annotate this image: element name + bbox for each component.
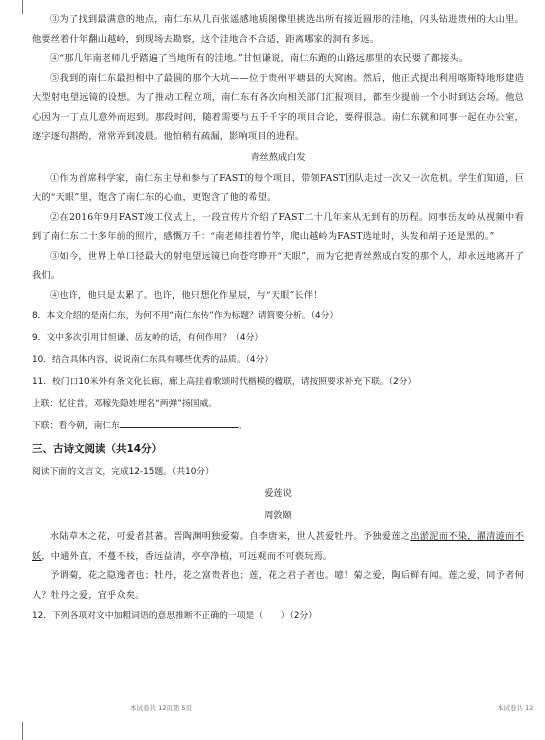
classical-paragraph-2: 予谓菊，花之隐逸者也；牡丹，花之富贵者也；莲，花之君子者也。噫！菊之爱，陶后鲜有闻。莲之爱，同予者何人？牡丹之爱，宜乎众矣。: [32, 570, 524, 601]
question-10: 10．结合具体内容，说说南仁东具有哪些优秀的品质。（4分）: [32, 355, 274, 365]
page-content: [32, 10, 524, 627]
passage-paragraph-7: ②在2016年9月FAST竣工仪式上，一段宣传片介绍了FAST二十几年来从无到有的历程。同事岳友岭从视频中看到了南仁东二十多年前的照片，感慨万千：“南老师挂着竹竿，爬山越岭为FAST选址时，头发和胡子还是黑的。”: [32, 211, 524, 242]
passage-paragraph-8: ③如今，世界上单口径最大的射电望远镜已向苍穹睁开“天眼”，而为它把青丝熬成白发的那个人，却永远地离开了我们。: [32, 250, 524, 281]
essay-author: 周敦颐: [264, 510, 292, 521]
footer-page-info-right: 本试卷共 12: [497, 704, 534, 712]
underlined-phrase: 出淤泥而不染，濯清涟而不妖: [32, 531, 524, 562]
crop-mark-top: [22, 0, 23, 14]
classical-paragraph-1: [32, 527, 524, 566]
passage-subheading: 青丝熬成白发: [250, 151, 306, 163]
section-3-instruction: 阅读下面的文言文，完成12-15题。（共10分）: [32, 467, 214, 477]
essay-title: 爱莲说: [264, 488, 292, 499]
passage-paragraph-5: ⑤我到的南仁东最担相中了最圆的那个大坑——位于贵州平塘县的大窝凼。然后，他正式提出利用喀斯特地形建造大型射电望远镜的设想。为了推动工程立项，南仁东有各次向相关部门汇报项目，都至少提前一个小时到达会场。他总心因为一丁点儿意外而迟到。那段时间，随着需要与五千千字的项目合论，要得很急。南仁东就和同事一起在办公室，逐字逐句斟酌，常常弄到凌晨。他怕稍有疏漏，影响项目的进程。: [32, 72, 524, 142]
question-12: 12．下列各项对文中加粗词语的意思推断不正确的一项是（ ）（2分）: [32, 611, 318, 621]
footer-page-info: 本试卷共 12页第 5页: [130, 704, 193, 712]
upper-couplet: 上联：忆往昔，邓稼先隐姓埋名“两弹”扬国威。: [32, 399, 218, 409]
question-9: 9．文中多次引用甘恒谦、岳友岭的话，有何作用？（4分）: [32, 333, 264, 343]
lower-couplet-suffix: 。: [237, 421, 247, 431]
crop-mark-bottom: [22, 722, 23, 740]
lower-couplet: [32, 415, 524, 437]
classical-text-b: ，中通外直，不蔓不枝，香远益清，亭亭净植，可远观而不可亵玩焉。: [41, 550, 333, 562]
passage-paragraph-3: ③为了找到最满意的地点，南仁东从几百张遥感地质图像里挑选出所有接近圆形的洼地，闪头钻进贵州的大山里。他要丝着什年翻山越岭，到现场去勘察，这个洼地合不合适，距离哪家的洞有多远。: [32, 14, 524, 45]
question-8: 8．本文介绍的是南仁东，为何不用“南仁东传”作为标题？请简要分析。（4分）: [32, 311, 339, 321]
lower-couplet-prefix: 下联：看今朝，南仁东: [32, 421, 120, 431]
answer-blank[interactable]: [120, 417, 238, 428]
section-3-heading: 三、古诗文阅读（共14分）: [32, 443, 163, 455]
passage-paragraph-6: ①作为首席科学家，南仁东主导和参与了FAST的每个项目，带领FAST团队走过一次又一次危机。学生们知道，巨大的“天眼”里，饱含了南仁东的心血，更饱含了他的希望。: [32, 172, 524, 203]
passage-paragraph-9: ④也许，他只是太累了。也许，他只想化作星辰，与“天眼”长伴！: [50, 289, 323, 301]
question-11: 11．校门口10米外有条文化长廊，廊上高挂着歌颂时代楷模的楹联，请按照要求补充下联。（2分）: [32, 377, 417, 387]
passage-paragraph-4: ④“那几年南老师几乎踏遍了当地所有的洼地。”甘恒谦说，南仁东跑的山路远那里的农民要了都接头。: [50, 53, 469, 64]
classical-text-a: 水陆草木之花，可爱者甚蕃。晋陶渊明独爱菊。自李唐来，世人甚爱牡丹。予独爱莲之: [50, 531, 411, 542]
